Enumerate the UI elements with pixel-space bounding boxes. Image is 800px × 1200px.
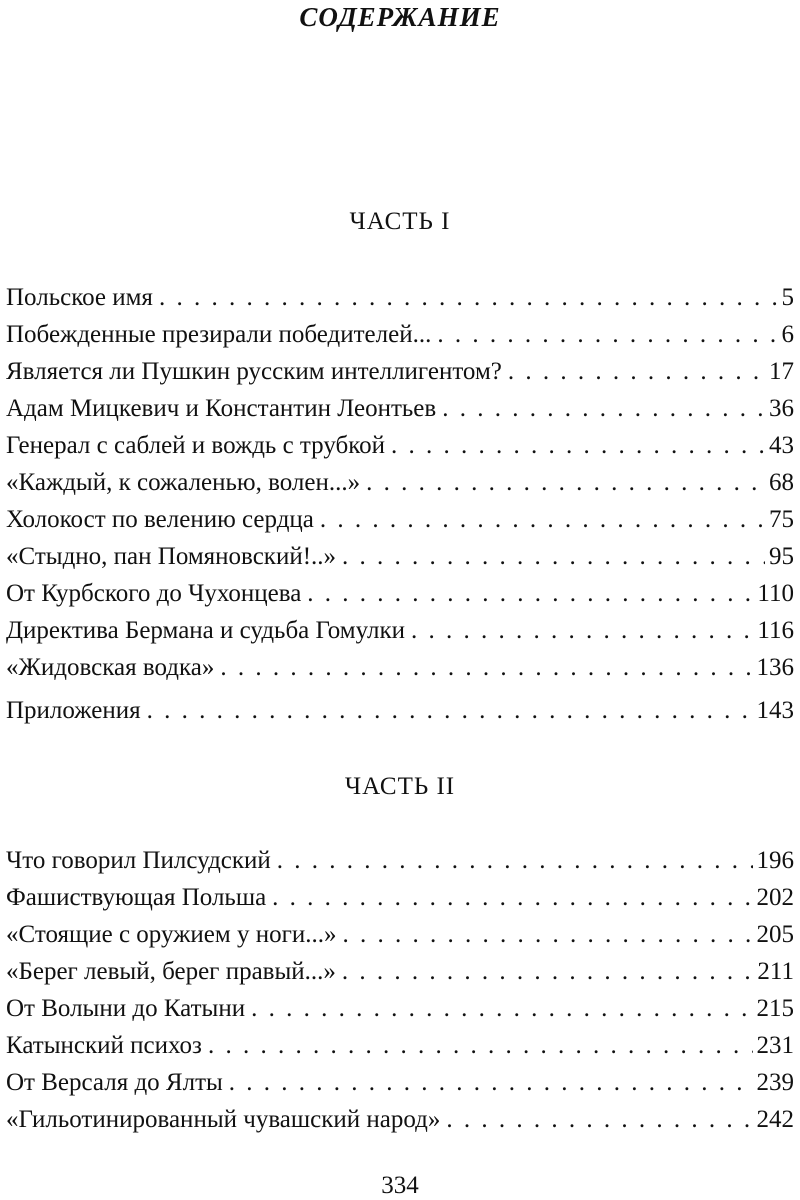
toc-entry[interactable]	[6, 612, 794, 649]
toc-entry[interactable]	[6, 879, 794, 916]
dot-leader	[229, 1064, 753, 1101]
dot-leader	[366, 464, 765, 501]
toc-entry[interactable]	[6, 501, 794, 538]
toc-entry-page: 215	[756, 995, 794, 1022]
toc-entry-title: От Волыни до Катыни	[6, 995, 246, 1022]
toc-entry-title: Адам Мицкевич и Константин Леонтьев	[6, 395, 437, 422]
toc-entry[interactable]	[6, 916, 794, 953]
toc-entry-page: 231	[756, 1032, 794, 1059]
page-number: 334	[381, 1172, 419, 1199]
toc-entry[interactable]	[6, 390, 794, 427]
dot-leader	[446, 1101, 752, 1138]
toc-entry[interactable]	[6, 538, 794, 575]
dot-leader	[320, 501, 765, 538]
toc-entry-title: Приложения	[6, 697, 141, 724]
toc-entry-title: Директива Бермана и судьба Гомулки	[6, 617, 406, 644]
toc-list-part-1	[6, 279, 794, 729]
toc-entry[interactable]	[6, 427, 794, 464]
toc-entry-title: «Стыдно, пан Помяновский!..»	[6, 543, 337, 570]
toc-entry-page: 110	[757, 580, 794, 607]
toc-entry-title: Польское имя	[6, 284, 153, 311]
toc-entry[interactable]	[6, 990, 794, 1027]
toc-entry-page: 36	[769, 395, 794, 422]
dot-leader	[251, 990, 752, 1027]
toc-entry-page: 205	[756, 921, 794, 948]
toc-entry-page: 6	[781, 321, 794, 348]
toc-entry-page: 116	[757, 617, 794, 644]
toc-entry-title: «Каждый, к сожаленью, волен...»	[6, 469, 361, 496]
toc-entry-title: Фашиствующая Польша	[6, 884, 267, 911]
dot-leader	[508, 353, 765, 390]
toc-entry-page: 75	[769, 506, 794, 533]
toc-entry-title: Является ли Пушкин русским интеллигентом?	[6, 358, 502, 385]
toc-entry-title: Генерал с саблей и вождь с трубкой	[6, 432, 385, 459]
toc-entry[interactable]	[6, 464, 794, 501]
dot-leader	[342, 916, 752, 953]
toc-entry-title: «Берег левый, берег правый...»	[6, 958, 336, 985]
toc-entry[interactable]	[6, 953, 794, 990]
dot-leader	[147, 692, 753, 729]
toc-entry-page: 43	[769, 432, 794, 459]
toc-entry[interactable]	[6, 316, 794, 353]
toc-entry-page: 68	[769, 469, 794, 496]
toc-entry-page: 211	[757, 958, 794, 985]
dot-leader	[277, 842, 753, 879]
dot-leader	[442, 390, 765, 427]
dot-leader	[411, 612, 753, 649]
toc-entry-page: 5	[781, 284, 794, 311]
toc-entry[interactable]	[6, 842, 794, 879]
toc-entry-title: «Жидовская водка»	[6, 654, 215, 681]
dot-leader	[342, 538, 765, 575]
toc-entry[interactable]	[6, 575, 794, 612]
toc-entry-page: 239	[756, 1069, 794, 1096]
page-title: СОДЕРЖАНИЕ	[299, 2, 501, 32]
toc-entry[interactable]	[6, 279, 794, 316]
toc-list-part-2	[6, 842, 794, 1138]
part-heading-2: ЧАСТЬ II	[344, 773, 456, 800]
toc-entry-page: 242	[756, 1106, 794, 1133]
toc-entry-page: 136	[756, 654, 794, 681]
dot-leader	[391, 427, 765, 464]
toc-entry[interactable]	[6, 1027, 794, 1064]
part-heading-1: ЧАСТЬ I	[349, 208, 451, 235]
toc-entry[interactable]	[6, 1064, 794, 1101]
toc-entry-title: Побежденные презирали победителей...	[6, 321, 432, 348]
dot-leader	[159, 279, 778, 316]
toc-entry-page: 143	[756, 697, 794, 724]
toc-entry-title: Катынский психоз	[6, 1032, 202, 1059]
dot-leader	[272, 879, 752, 916]
dot-leader	[437, 316, 777, 353]
toc-entry-title: «Гильотинированный чувашский народ»	[6, 1106, 441, 1133]
toc-entry[interactable]	[6, 1101, 794, 1138]
toc-entry-title: Холокост по велению сердца	[6, 506, 314, 533]
dot-leader	[208, 1027, 753, 1064]
toc-entry[interactable]	[6, 353, 794, 390]
toc-entry[interactable]	[6, 692, 794, 729]
toc-entry-page: 202	[756, 884, 794, 911]
dot-leader	[342, 953, 754, 990]
toc-entry-title: От Курбского до Чухонцева	[6, 580, 302, 607]
toc-entry-title: От Версаля до Ялты	[6, 1069, 223, 1096]
toc-entry-title: Что говорил Пилсудский	[6, 847, 271, 874]
toc-entry-title: «Стоящие с оружием у ноги...»	[6, 921, 337, 948]
dot-leader	[220, 649, 752, 686]
toc-entry-page: 17	[769, 358, 794, 385]
toc-entry-page: 95	[769, 543, 794, 570]
dot-leader	[307, 575, 753, 612]
toc-entry[interactable]	[6, 649, 794, 686]
toc-entry-page: 196	[756, 847, 794, 874]
